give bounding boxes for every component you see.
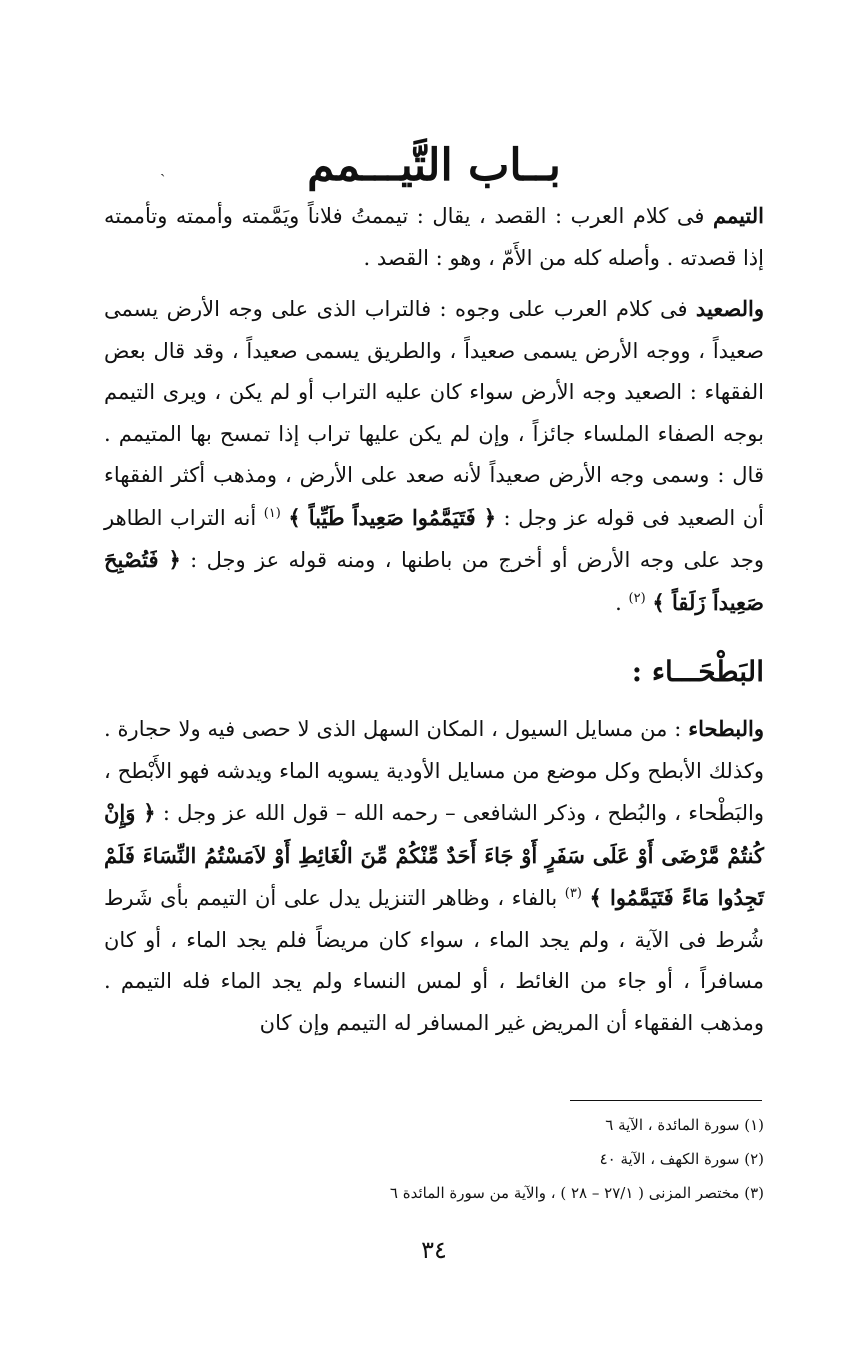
footnote-divider (570, 1100, 762, 1101)
footnote-item: (٣) مختصر المزنى ( ٢٧/١ – ٢٨ ) ، والآية من سورة المائدة ٦ (389, 1184, 764, 1202)
footnote-reference: (٣) (564, 886, 582, 901)
paragraph-text: فى كلام العرب : القصد ، يقال : تيممتُ فلاناً ويَمَّمته وأممته وتأممته إذا قصدته . وأصله كله من الأَمّ ، وهو : القصد . (104, 204, 764, 270)
paragraph-text: : من مسايل السيول ، المكان السهل الذى لا حصى فيه ولا حجارة . وكذلك الأبطح وكل موضع من مسايل الأودية يسويه الماء ويدشه فهو الأَبْطح ، والبَطْحاء ، والبُطح ، وذكر الشافعى – رحمه الله – قول الله عز وجل : (104, 717, 764, 825)
paragraph-text: . (615, 590, 629, 615)
footnotes-list (104, 1108, 764, 1210)
footnote-reference: (٢) (628, 590, 646, 606)
quran-verse: ﴿ فَتُصْبِحَ صَعِيداً زَلَقاً ﴾ (104, 547, 764, 615)
quran-verse: ﴿ فَتَيَمَّمُوا صَعِيداً طَيِّباً ﴾ (288, 504, 497, 530)
paragraph-text: فى كلام العرب على وجوه : فالتراب الذى على وجه الأرض يسمى صعيداً ، ووجه الأرض يسمى صعيداً ، والطريق يسمى صعيداً ، وقد قال بعض الفقهاء : الصعيد وجه الأرض سواء كان عليه التراب أو لم يكن ، ويرى التيمم بوجه الصفاء الملساء جائزاً ، وإن لم يكن عليها تراب إذا تمسح بها المتيمم . قال : وسمى وجه الأرض صعيداً لأنه صعد على الأرض ، ومذهب أكثر الفقهاء أن الصعيد فى قوله عز وجل : (104, 297, 764, 530)
page-number: ٣٤ (421, 1236, 447, 1264)
paragraph-saeed-definition (104, 288, 764, 624)
paragraph-text: أنه التراب الطاهر وجد على وجه الأرض أو أخرج من باطنها ، ومنه قوله عز وجل : (104, 505, 764, 572)
footnote-reference: (١) (263, 505, 281, 521)
paragraph-text: بالفاء ، وظاهر التنزيل يدل على أن التيمم بأى شَرط شُرط فى الآية ، ولم يجد الماء ، سواء كان مريضاً فلم يجد الماء ، أو كان مسافراً ، أو جاء من الغائط ، أو لمس النساء ولم يجد الماء فله التيمم . ومذهب الفقهاء أن المريض غير المسافر له التيمم وإن كان (104, 886, 764, 1035)
paragraph-lead-term: والبطحاء (688, 716, 764, 741)
paragraph-batha-definition (104, 708, 764, 1044)
quran-verse: ﴿ وَإِنْ كُنتُمْ مَّرْضَى أَوْ عَلَى سَفَرٍ أَوْ جَاءَ أَحَدٌ مِّنْكُمْ مِّنَ الْغَائِطِ أَوْ لاَمَسْتُمُ النِّسَاءَ فَلَمْ تَجِدُوا مَاءً فَتَيَمَّمُوا ﴾ (104, 800, 764, 910)
chapter-title: بــاب التَّيـــمم (307, 140, 561, 191)
paragraph-tayammum-definition (104, 195, 764, 279)
section-heading: البَطْحَـــاء : (631, 655, 764, 688)
paragraph-lead-term: والصعيد (695, 296, 764, 321)
paragraph-lead-term: التيمم (712, 203, 764, 228)
stray-print-mark: ˏ (160, 158, 166, 177)
footnote-item: (١) سورة المائدة ، الآية ٦ (605, 1116, 764, 1134)
footnote-item: (٢) سورة الكهف ، الآية ٤٠ (599, 1150, 764, 1168)
